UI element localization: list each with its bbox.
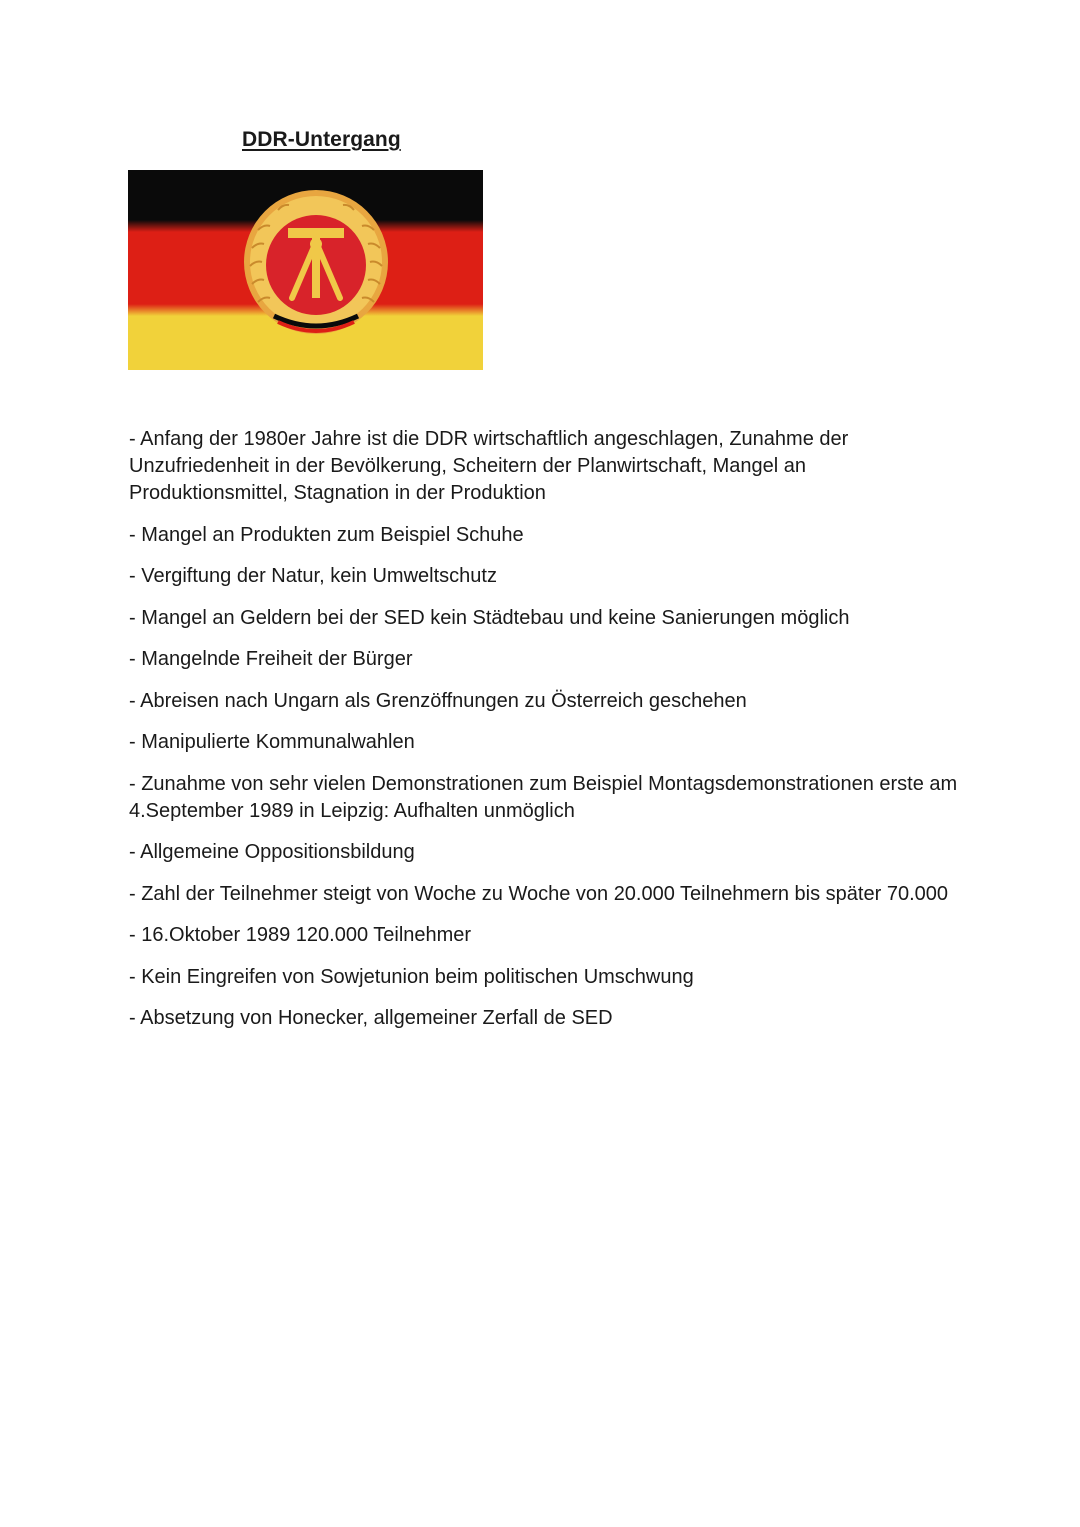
list-item: - Manipulierte Kommunalwahlen xyxy=(129,731,415,753)
list-item: - Zunahme von sehr vielen Demonstrationen zum Beispiel Montagsdemonstrationen erste am 4.September 1989 in Leipzig: Aufhalten unmöglich xyxy=(129,772,958,822)
gdr-flag-image xyxy=(128,170,483,370)
gdr-emblem-icon xyxy=(244,190,388,334)
list-item: - Abreisen nach Ungarn als Grenzöffnungen zu Österreich geschehen xyxy=(129,689,747,712)
page-title: DDR-Untergang xyxy=(242,128,401,151)
list-item: - Mangelnde Freiheit der Bürger xyxy=(129,648,413,670)
list-item: - Mangel an Geldern bei der SED kein Städtebau und keine Sanierungen möglich xyxy=(129,606,850,629)
list-item: - 16.Oktober 1989 120.000 Teilnehmer xyxy=(129,924,472,946)
bullet-list xyxy=(129,426,969,1047)
list-item: - Absetzung von Honecker, allgemeiner Zerfall de SED xyxy=(129,1007,613,1029)
list-item: - Allgemeine Oppositionsbildung xyxy=(129,841,415,863)
list-item: - Vergiftung der Natur, kein Umweltschutz xyxy=(129,565,497,587)
list-item: - Anfang der 1980er Jahre ist die DDR wirtschaftlich angeschlagen, Zunahme der Unzufriedenheit in der Bevölkerung, Scheitern der Planwirtschaft, Mangel an Produktionsmittel, Stagnation in der Produktion xyxy=(129,428,849,504)
list-item: - Kein Eingreifen von Sowjetunion beim politischen Umschwung xyxy=(129,965,694,988)
list-item: - Mangel an Produkten zum Beispiel Schuhe xyxy=(129,523,524,546)
list-item: - Zahl der Teilnehmer steigt von Woche zu Woche von 20.000 Teilnehmern bis später 70.000 xyxy=(129,882,948,905)
